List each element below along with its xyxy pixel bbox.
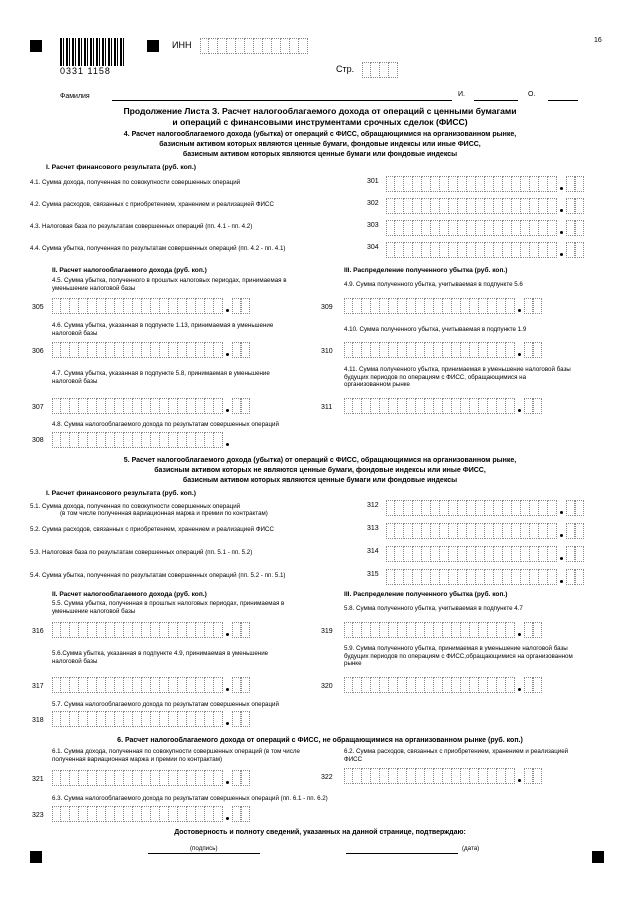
amount-field-317[interactable] [52, 677, 250, 693]
title-line-1: Продолжение Листа З. Расчет налогооблагаемого дохода от операций с ценными бумагами [123, 106, 517, 116]
page-number: 16 [594, 37, 602, 44]
amount-field-306[interactable] [52, 342, 250, 358]
row-label: 4.2. Сумма расходов, связанных с приобретением, хранением и реализацией ФИСС [30, 201, 274, 208]
amount-field-312[interactable] [386, 500, 584, 516]
code-308: 308 [32, 437, 44, 444]
label-6-1: 6.1. Сумма дохода, полученная по совокупности совершенных операций (в том числе полученная вариационная маржа и премии по контрактам) [52, 748, 300, 763]
barcode [60, 38, 126, 66]
code-322: 322 [321, 774, 333, 781]
barcode-number: 0331 1158 [60, 66, 111, 76]
amount-field-319[interactable] [344, 622, 542, 638]
code-305: 305 [32, 304, 44, 311]
date-line[interactable] [346, 853, 458, 854]
row-code: 301 [367, 178, 379, 185]
label-4-11: 4.11. Сумма полученного убытка, принимаемая в уменьшение налоговой базы будущих периодов по операциям с ФИСС, обращающимися на организованном рынке [344, 366, 571, 388]
row-code: 302 [367, 200, 379, 207]
code-306: 306 [32, 348, 44, 355]
section5-heading-1: 5. Расчет налогооблагаемого дохода (убытка) от операций с ФИСС, обращающимися на организованном рынке, [123, 457, 517, 464]
code-316: 316 [32, 628, 44, 635]
corner-marker-bottom-right [592, 851, 604, 863]
amount-field-321[interactable] [52, 770, 250, 786]
inn-field[interactable] [200, 38, 308, 54]
label-4-5: 4.5. Сумма убытка, полученного в прошлых налоговых периодах, принимаемая в уменьшение налоговой базы [52, 277, 287, 292]
section4-heading-2: базисным активом которых являются ценные бумаги, фондовые индексы или иные ФИСС, [159, 141, 481, 148]
section4-heading-1: 4. Расчет налогооблагаемого дохода (убытка) от операций с ФИСС, обращающимися на организованном рынке, [123, 131, 517, 138]
amount-field-314[interactable] [386, 546, 584, 562]
code-309: 309 [321, 304, 333, 311]
signature-label: (подпись) [190, 845, 218, 852]
page-label: Стр. [336, 64, 355, 74]
label-4-7: 4.7. Сумма убытка, указанная в подпункте 5.8, принимаемая в уменьшение налоговой базы [52, 370, 270, 385]
confirmation-text: Достоверность и полноту сведений, указанных на данной странице, подтверждаю: [174, 829, 466, 836]
amount-field-322[interactable] [344, 768, 542, 784]
amount-field-311[interactable] [344, 398, 542, 414]
row-code: 314 [367, 548, 379, 555]
code-307: 307 [32, 404, 44, 411]
amount-field-313[interactable] [386, 523, 584, 539]
row-code: 303 [367, 222, 379, 229]
i-line[interactable] [474, 100, 518, 101]
code-320: 320 [321, 683, 333, 690]
i-label: И. [458, 91, 465, 98]
title-line-2: и операций с финансовыми инструментами срочных сделок (ФИСС) [172, 117, 468, 127]
amount-field-315[interactable] [386, 569, 584, 585]
inn-label: ИНН [172, 40, 192, 50]
row-label: 5.2. Сумма расходов, связанных с приобретением, хранением и реализацией ФИСС [30, 526, 274, 533]
row-code: 313 [367, 525, 379, 532]
label-5-8: 5.8. Сумма полученного убытка, учитываемая в подпункте 4.7 [344, 605, 523, 612]
signature-line[interactable] [148, 853, 260, 854]
row-label-line-2: (в том числе полученная вариационная маржа и премии по контрактам) [60, 510, 268, 517]
amount-field-307[interactable] [52, 398, 250, 414]
amount-field-320[interactable] [344, 677, 542, 693]
label-6-2: 6.2. Сумма расходов, связанных с приобретением, хранением и реализацией ФИСС [344, 748, 569, 763]
code-310: 310 [321, 348, 333, 355]
amount-field-318[interactable] [52, 711, 250, 727]
section5-heading-3: базисным активом которых являются ценные бумаги или фондовые индексы [182, 477, 458, 484]
amount-field-309[interactable] [344, 298, 542, 314]
code-323: 323 [32, 812, 44, 819]
o-line[interactable] [548, 100, 578, 101]
label-5-6: 5.6.Сумма убытка, указанная в подпункте 4.9, принимаемая в уменьшение налоговой базы [52, 650, 269, 665]
label-5-7: 5.7. Сумма налогооблагаемого дохода по результатам совершенных операций [52, 701, 279, 708]
row-code: 312 [367, 502, 379, 509]
row-code: 315 [367, 571, 379, 578]
row-code: 304 [367, 244, 379, 251]
label-4-9: 4.9. Сумма полученного убытка, учитываемая в подпункте 5.6 [344, 281, 523, 288]
amount-field-303[interactable] [386, 220, 584, 236]
surname-label: Фамилия [60, 93, 90, 100]
amount-field-310[interactable] [344, 342, 542, 358]
surname-line[interactable] [112, 100, 452, 101]
section4-subheading-2: II. Расчет налогооблагаемого дохода (руб. коп.) [52, 267, 207, 274]
label-6-3: 6.3. Сумма налогооблагаемого дохода по результатам совершенных операций (пп. 6.1 - пп. 6.2) [52, 795, 328, 802]
section5-subheading-1: I. Расчет финансового результата (руб. коп.) [46, 490, 197, 497]
row-label: 4.3. Налоговая база по результатам совершенных операций (пп. 4.1 - пп. 4.2) [30, 223, 253, 230]
label-4-6: 4.6. Сумма убытка, указанная в подпункте 1.13, принимаемая в уменьшение налоговой базы [52, 322, 274, 337]
amount-field-301[interactable] [386, 176, 584, 192]
page-field[interactable] [362, 62, 398, 78]
date-label: (дата) [462, 845, 480, 852]
corner-marker-top-mid [147, 40, 159, 52]
section5-subheading-2: II. Расчет налогооблагаемого дохода (руб. коп.) [52, 591, 207, 598]
section4-heading-3: базисным активом которых являются ценные бумаги или фондовые индексы [182, 151, 458, 158]
section4-subheading-1: I. Расчет финансового результата (руб. коп.) [46, 164, 197, 171]
corner-marker-top-left [30, 40, 42, 52]
row-label: 4.4. Сумма убытка, полученная по результатам совершенных операций (пп. 4.2 - пп. 4.1) [30, 245, 286, 252]
label-5-9: 5.9. Сумма полученного убытка, принимаемая в уменьшение налоговой базы будущих периодов по операциям с ФИСС,обращающимися на организованном рынке [344, 645, 573, 667]
amount-field-308[interactable] [52, 432, 232, 448]
row-label: 4.1. Сумма дохода, полученная по совокупности совершенных операций [30, 179, 241, 186]
row-label: 5.3. Налоговая база по результатам совершенных операций (пп. 5.1 - пп. 5.2) [30, 549, 253, 556]
section5-subheading-3: III. Распределение полученного убытка (руб. коп.) [344, 591, 508, 598]
section5-heading-2: базисным активом которых не являются ценные бумаги, фондовые индексы или иные ФИСС, [154, 467, 486, 474]
amount-field-323[interactable] [52, 806, 250, 822]
label-4-8: 4.8. Сумма налогооблагаемого дохода по результатам совершенных операций [52, 421, 279, 428]
row-label: 5.4. Сумма убытка, полученная по результатам совершенных операций (пп. 5.2 - пп. 5.1) [30, 572, 286, 579]
amount-field-302[interactable] [386, 198, 584, 214]
section4-subheading-3: III. Распределение полученного убытка (руб. коп.) [344, 267, 508, 274]
code-321: 321 [32, 776, 44, 783]
code-317: 317 [32, 683, 44, 690]
o-label: О. [528, 91, 536, 98]
amount-field-304[interactable] [386, 242, 584, 258]
label-5-5: 5.5. Сумма убытка, полученная в прошлых налоговых периодах, принимаемая в уменьшение налоговой базы [52, 600, 285, 615]
code-318: 318 [32, 717, 44, 724]
code-319: 319 [321, 628, 333, 635]
corner-marker-bottom-left [30, 851, 42, 863]
section6-heading: 6. Расчет налогооблагаемого дохода от операций с ФИСС, не обращающимися на организованном рынке (руб. коп.) [117, 737, 523, 744]
row-label: 5.1. Сумма дохода, полученная по совокупности совершенных операций [30, 503, 241, 510]
amount-field-316[interactable] [52, 622, 250, 638]
code-311: 311 [321, 404, 333, 411]
label-4-10: 4.10. Сумма полученного убытка, учитываемая в подпункте 1.9 [344, 326, 527, 333]
amount-field-305[interactable] [52, 298, 250, 314]
